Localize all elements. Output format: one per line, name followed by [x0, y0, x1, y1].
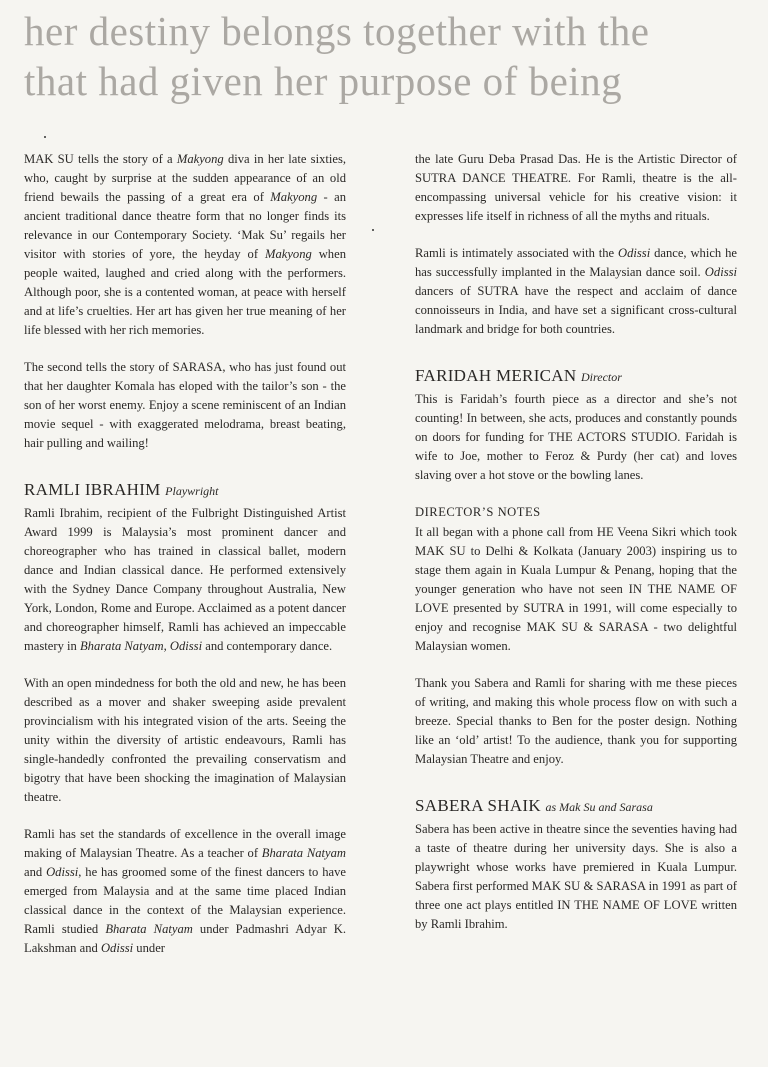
ramli-paragraph-1: Ramli Ibrahim, recipient of the Fulbright Distinguished Artist Award 1999 is Malaysia’s most prominent dancer and choreographer who has trained in classical ballet, modern dance and Indian classical dance. He performed extensively with the Sydney Dance Company throughout Australia, New York, London, Rome and Europe. Acclaimed as a potent dancer and choreographer himself, Ramli has achieved an impeccable mastery in Bharata Natyam, Odissi and contemporary dance.	[24, 506, 346, 653]
mak-su-paragraph: MAK SU tells the story of a Makyong diva in her late sixties, who, caught by surprise at the sudden appearance of an old friend bewails the passing of a great era of Makyong - an ancient traditional dance theatre form that no longer finds its relevance in our Contemporary Society. ‘Mak Su’ regails her visitor with stories of yore, the heyday of Makyong when people waited, laughed and cried along with the performers. Although poor, she is a contented woman, at peace with herself and at life’s cruelties. Her art has given her true meaning of her life blessed with her rich memories.	[24, 152, 346, 337]
italic-term: Odissi	[704, 265, 737, 279]
ramli-name: RAMLI IBRAHIM	[24, 480, 161, 499]
sabera-paragraph: Sabera has been active in theatre since the seventies having had a taste of theatre during her university days. She is also a playwright whose works have premiered in Kuala Lumpur. Sabera first performed MAK SU & SARASA in 1991 as part of three one act plays entitled IN THE NAME OF LOVE written by Ramli Ibrahim.	[415, 822, 737, 931]
headline-line-1: her destiny belongs together with the	[24, 8, 650, 54]
ramli-role: Playwright	[165, 484, 219, 498]
ramli-section	[24, 479, 346, 958]
italic-term: Makyong	[264, 247, 312, 261]
ramli-continued-paragraph-2: Ramli is intimately associated with the Odissi dance, which he has successfully implanted in the Malaysian dance soil. Odissi dancers of SUTRA have the respect and acclaim of dance connoisseurs in India, and have set a significant cross-cultural landmark and bridge for both countries.	[415, 246, 737, 336]
ramli-paragraph-2: With an open mindedness for both the old and new, he has been described as a mover and shaker sweeping aside prevalent provincialism with his integrated vision of the arts. Seeing the unity within the diversity of artistic endeavours, Ramli has single-handedly confronted the prevailing conservatism and bigotry that have been shocking the imagination of Malaysian theatre.	[24, 676, 346, 804]
headline	[24, 6, 768, 106]
speck-mark	[372, 229, 374, 231]
directors-notes-paragraph-2: Thank you Sabera and Ramli for sharing with me these pieces of writing, and making this whole process flow on with such a breeze. Special thanks to Ben for the poster design. Nothing like an ‘old’ artist! To the audience, thank you for supporting Malaysian Theatre and enjoy.	[415, 676, 737, 766]
italic-term: Makyong	[270, 190, 318, 204]
sarasa-paragraph: The second tells the story of SARASA, who has just found out that her daughter Komala has eloped with the tailor’s son - the son of her worst enemy. Enjoy a scene reminiscent of an Indian movie sequel - with exaggerated melodrama, breast beating, hair pulling and wailing!	[24, 360, 346, 450]
directors-notes-section	[415, 503, 737, 769]
faridah-heading	[415, 365, 737, 388]
sabera-section	[415, 795, 737, 934]
right-column	[415, 150, 737, 952]
directors-notes-heading: DIRECTOR’S NOTES	[415, 505, 541, 519]
italic-term: Bharata Natyam	[261, 846, 346, 860]
headline-line-2: that had given her purpose of being	[24, 58, 623, 104]
italic-term: Makyong	[176, 152, 224, 166]
directors-notes-paragraph-1: It all began with a phone call from HE Veena Sikri which took MAK SU to Delhi & Kolkata (January 2003) inspiring us to stage them again in Kuala Lumpur & Penang, hoping that the younger generation who have not seen IN THE NAME OF LOVE presented by SUTRA in 1991, will come especially to enjoy and recognise MAK SU & SARASA - two delightful Malaysian women.	[415, 525, 737, 653]
speck-mark	[44, 136, 46, 138]
italic-term: Bharata Natyam, Odissi	[79, 639, 203, 653]
sabera-name: SABERA SHAIK	[415, 796, 541, 815]
ramli-heading	[24, 479, 346, 502]
italic-term: Odissi	[46, 865, 79, 879]
faridah-section	[415, 365, 737, 485]
ramli-continued-paragraph-1: the late Guru Deba Prasad Das. He is the Artistic Director of SUTRA DANCE THEATRE. For Ramli, theatre is the all-encompassing universal vehicle for his creative vision: it expresses life itself in richness of all the myths and rituals.	[415, 152, 737, 223]
sabera-role: as Mak Su and Sarasa	[545, 800, 653, 814]
italic-term: Bharata Natyam	[105, 922, 193, 936]
left-column	[24, 150, 346, 976]
faridah-paragraph: This is Faridah’s fourth piece as a director and she’s not counting! In between, she acts, produces and constantly pounds on doors for funding for THE ACTORS STUDIO. Faridah is wife to Joe, mother to Feroz & Purdy (her cat) and loves slaving over a hot stove or the bowling lanes.	[415, 392, 737, 482]
italic-term: Odissi	[100, 941, 134, 955]
faridah-role: Director	[581, 370, 622, 384]
italic-term: Odissi	[618, 246, 651, 260]
sabera-heading	[415, 795, 737, 818]
ramli-paragraph-3: Ramli has set the standards of excellence in the overall image making of Malaysian Theatre. As a teacher of Bharata Natyam and Odissi, he has groomed some of the finest dancers to have emerged from Malaysia and at the same time placed Indian classical dance in the context of the Malaysian experience. Ramli studied Bharata Natyam under Padmashri Adyar K. Lakshman and Odissi under	[24, 827, 346, 955]
faridah-name: FARIDAH MERICAN	[415, 366, 577, 385]
